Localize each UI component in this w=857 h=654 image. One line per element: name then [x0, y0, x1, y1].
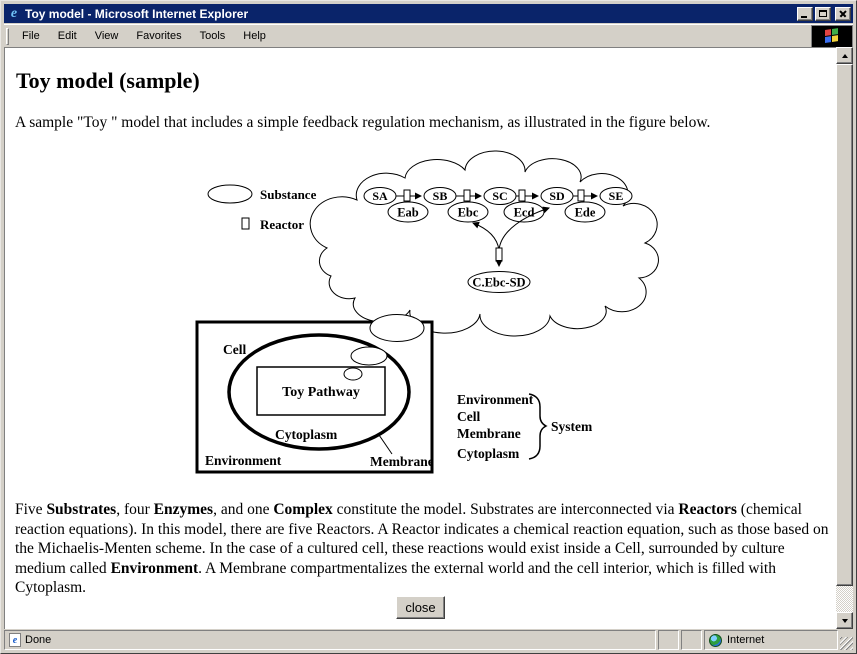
reactor-node [404, 190, 410, 201]
reactor-legend-label: Reactor [260, 217, 305, 232]
description-paragraph: Five Substrates, four Enzymes, and one Complex constitute the model. Substrates are interconnected via Reactors (chemical reaction equations). In this model, there are five Reactors. A Reactor indicates a chemical reaction equation, such as those based on the Michaelis-Menten scheme. In the case of a cultured cell, these reactions would exist inside a Cell, surrounded by culture medium called Environment. A Membrane compartmentalizes the external world and the cell interior, which is filled with Cytoplasm. [15, 501, 829, 596]
toy-model-figure [5, 148, 838, 492]
menu-view[interactable]: View [94, 30, 119, 42]
window-title: Toy model - Microsoft Internet Explorer [25, 6, 249, 21]
svg-text:Ebc: Ebc [457, 205, 479, 220]
svg-text:C.Ebc-SD: C.Ebc-SD [472, 275, 526, 290]
reactor-legend-icon [242, 218, 249, 229]
windows-logo-throbber [811, 25, 853, 48]
close-page-button[interactable]: close [396, 596, 445, 619]
globe-icon [709, 634, 722, 647]
status-text: Done [25, 634, 52, 646]
title-bar [4, 4, 853, 23]
arrow-up-icon [842, 54, 848, 58]
substrate-node-sc [484, 188, 516, 205]
document-icon: e [9, 633, 21, 647]
complex-node [468, 272, 530, 293]
menu-file[interactable]: File [22, 30, 40, 42]
reactor-node [578, 190, 584, 201]
thought-bubble-small [344, 368, 362, 380]
scroll-thumb[interactable] [836, 64, 853, 586]
substrate-node-sd [541, 188, 573, 205]
toy-pathway-label: Toy Pathway [282, 385, 360, 400]
environment-label: Environment [205, 453, 282, 468]
status-pane [4, 630, 656, 650]
reactor-node-binding [496, 248, 502, 261]
minimize-icon [801, 16, 807, 18]
system-item-cell: Cell [457, 409, 481, 424]
menu-help[interactable]: Help [243, 30, 266, 42]
substance-legend-label: Substance [260, 187, 317, 202]
svg-text:SC: SC [492, 189, 508, 203]
scroll-up-button[interactable] [836, 47, 853, 64]
page-title: Toy model (sample) [16, 68, 200, 93]
menu-bar [4, 24, 853, 47]
close-window-button[interactable] [835, 7, 851, 21]
svg-text:SB: SB [432, 189, 448, 203]
substrate-node-sa [364, 188, 396, 205]
security-zone-pane [704, 630, 838, 650]
menu-tools[interactable]: Tools [199, 30, 226, 42]
ie-logo-icon: e [10, 5, 18, 21]
resize-grip[interactable] [840, 637, 853, 650]
status-pane-empty-1 [658, 630, 679, 650]
intro-paragraph: A sample "Toy " model that includes a simple feedback regulation mechanism, as illustrated in the figure below. [15, 114, 711, 131]
maximize-button[interactable] [815, 7, 831, 21]
substrate-node-se [600, 188, 632, 205]
enzyme-node-eab [388, 202, 428, 222]
maximize-icon [819, 10, 827, 17]
vertical-scrollbar[interactable] [836, 47, 853, 629]
thought-bubble-large [370, 315, 424, 342]
thought-bubble-medium [351, 347, 387, 365]
windows-flag-icon [825, 28, 839, 44]
menu-edit[interactable]: Edit [57, 30, 77, 42]
substrate-node-sb [424, 188, 456, 205]
reactor-node [519, 190, 525, 201]
status-bar [4, 628, 853, 650]
svg-text:SD: SD [549, 189, 565, 203]
substance-legend-icon [208, 185, 252, 203]
page-content [4, 47, 838, 629]
svg-text:Ede: Ede [574, 205, 596, 220]
enzyme-node-ebc [448, 202, 488, 222]
menu-favorites[interactable]: Favorites [136, 30, 182, 42]
status-pane-empty-2 [681, 630, 702, 650]
arrow-down-icon [842, 619, 848, 623]
minimize-button[interactable] [797, 7, 813, 21]
svg-text:Ecd: Ecd [513, 205, 535, 220]
svg-text:SE: SE [608, 189, 624, 203]
system-item-environment: Environment [457, 392, 534, 407]
cloud-outline [310, 151, 658, 336]
cytoplasm-label: Cytoplasm [275, 427, 338, 442]
system-item-membrane: Membrane [457, 426, 521, 441]
menu-grip-handle[interactable] [6, 28, 9, 45]
system-item-cytoplasm: Cytoplasm [457, 446, 520, 461]
membrane-label: Membrane [370, 454, 434, 469]
svg-text:SA: SA [372, 189, 388, 203]
enzyme-node-ede [565, 202, 605, 222]
zone-text: Internet [727, 634, 765, 646]
svg-text:Eab: Eab [397, 205, 419, 220]
reactor-node [464, 190, 470, 201]
cell-label: Cell [223, 342, 247, 357]
system-label: System [551, 419, 593, 434]
scroll-down-button[interactable] [836, 612, 853, 629]
